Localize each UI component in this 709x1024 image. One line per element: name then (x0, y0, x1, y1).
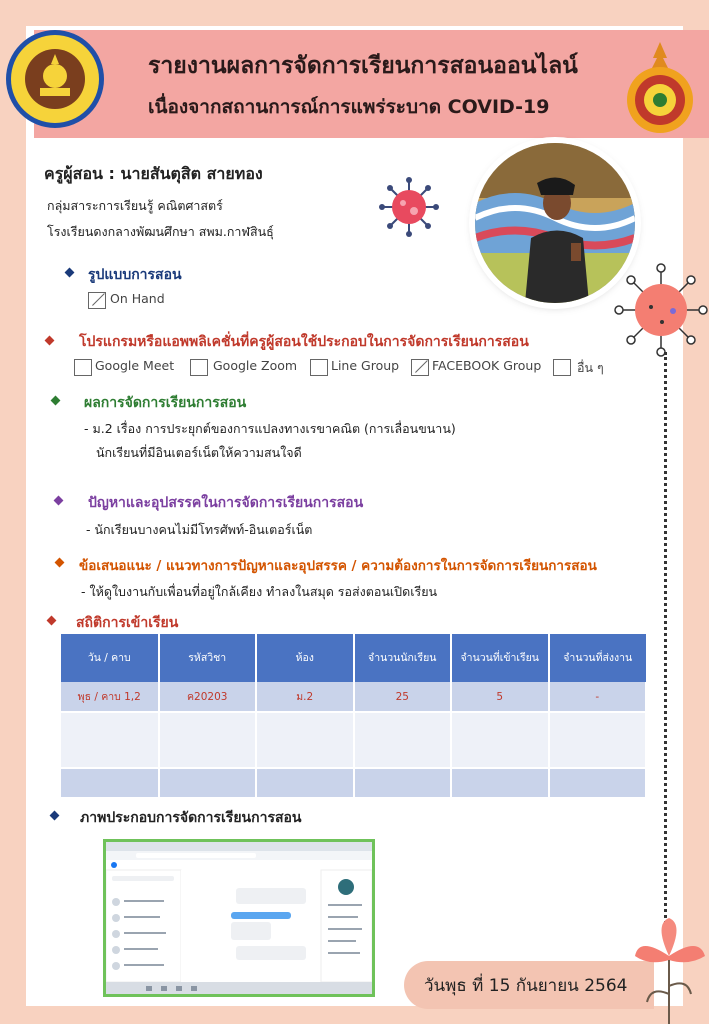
report-date: วันพุธ ที่ 15 กันยายน 2564 (424, 976, 628, 996)
school-line: โรงเรียนดงกลางพัฒนศึกษา สพม.กาฬสินธุ์ (47, 224, 274, 239)
google-meet-checkbox[interactable] (74, 359, 92, 376)
problems-heading: ปัญหาและอุปสรรคในการจัดการเรียนการสอน (88, 495, 364, 511)
messenger-screenshot-image (103, 839, 375, 997)
table-cell: 5 (451, 682, 549, 712)
line-group-label: Line Group (331, 358, 400, 373)
suggestions-line-1: - ให้ดูใบงานกับเพื่อนที่อยู่ใกล้เคียง ทำลงในสมุด รอส่งตอนเปิดเรียน (81, 584, 438, 599)
images-heading: ภาพประกอบการจัดการเรียนการสอน (80, 810, 302, 826)
table-cell: ม.2 (256, 682, 354, 712)
suggestions-heading: ข้อเสนอแนะ / แนวทางการปัญหาและอุปสรรค / ความต้องการในการจัดการเรียนการสอน (79, 558, 597, 574)
results-line-2: นักเรียนที่มีอินเตอร์เน็ตให้ความสนใจดี (96, 445, 302, 460)
teaching-mode-heading: รูปแบบการสอน (88, 267, 182, 283)
table-header-row (61, 634, 646, 682)
virus-icon (378, 176, 440, 238)
teacher-name: ครูผู้สอน : นายสันตุสิต สายทอง (44, 164, 263, 183)
teacher-photo (475, 143, 635, 303)
facebook-group-checkbox[interactable] (411, 359, 429, 376)
table-cell (256, 712, 354, 768)
table-cell (256, 768, 354, 798)
facebook-group-label: FACEBOOK Group (432, 358, 542, 373)
line-group-checkbox[interactable] (310, 359, 328, 376)
column-header: รหัสวิชา (159, 634, 257, 682)
dotted-divider (664, 352, 667, 924)
on-hand-checkbox[interactable] (88, 292, 106, 309)
results-line-1: - ม.2 เรื่อง การประยุกต์ของการแปลงทางเรขาคณิต (การเลื่อนขนาน) (84, 421, 456, 436)
table-cell: - (549, 682, 647, 712)
attendance-table (61, 634, 647, 799)
obec-emblem-logo (625, 40, 695, 135)
table-cell (451, 768, 549, 798)
column-header: จำนวนนักเรียน (354, 634, 452, 682)
table-cell (159, 712, 257, 768)
virus-decoration-icon (613, 262, 709, 358)
flower-decoration-icon (629, 916, 709, 1024)
other-label: อื่น ๆ (577, 360, 604, 375)
table-cell (354, 712, 452, 768)
table-cell (549, 712, 647, 768)
problems-line-1: - นักเรียนบางคนไม่มีโทรศัพท์-อินเตอร์เน็ต (86, 522, 313, 537)
table-cell (61, 768, 159, 798)
table-row (61, 768, 646, 798)
programs-heading: โปรแกรมหรือแอพพลิเคชั่นที่ครูผู้สอนใช้ประกอบในการจัดการเรียนการสอน (79, 334, 529, 350)
table-cell: ค20203 (159, 682, 257, 712)
table-cell (159, 768, 257, 798)
results-heading: ผลการจัดการเรียนการสอน (84, 395, 247, 411)
table-cell (451, 712, 549, 768)
column-header: จำนวนที่ส่งงาน (549, 634, 647, 682)
school-emblem-logo (4, 28, 106, 130)
table-cell (549, 768, 647, 798)
report-subtitle: เนื่องจากสถานการณ์การแพร่ระบาด COVID-19 (148, 96, 550, 118)
column-header: วัน / คาบ (61, 634, 159, 682)
other-checkbox[interactable] (553, 359, 571, 376)
table-cell (61, 712, 159, 768)
google-zoom-checkbox[interactable] (190, 359, 208, 376)
subject-group: กลุ่มสาระการเรียนรู้ คณิตศาสตร์ (47, 198, 223, 213)
google-zoom-label: Google Zoom (213, 358, 298, 373)
table-row (61, 712, 646, 768)
report-title: รายงานผลการจัดการเรียนการสอนออนไลน์ (148, 53, 578, 79)
google-meet-label: Google Meet (95, 358, 175, 373)
column-header: จำนวนที่เข้าเรียน (451, 634, 549, 682)
table-cell (354, 768, 452, 798)
table-row (61, 682, 646, 712)
table-cell: พุธ / คาบ 1,2 (61, 682, 159, 712)
table-cell: 25 (354, 682, 452, 712)
column-header: ห้อง (256, 634, 354, 682)
on-hand-label: On Hand (110, 291, 165, 306)
attendance-heading: สถิติการเข้าเรียน (76, 615, 179, 631)
